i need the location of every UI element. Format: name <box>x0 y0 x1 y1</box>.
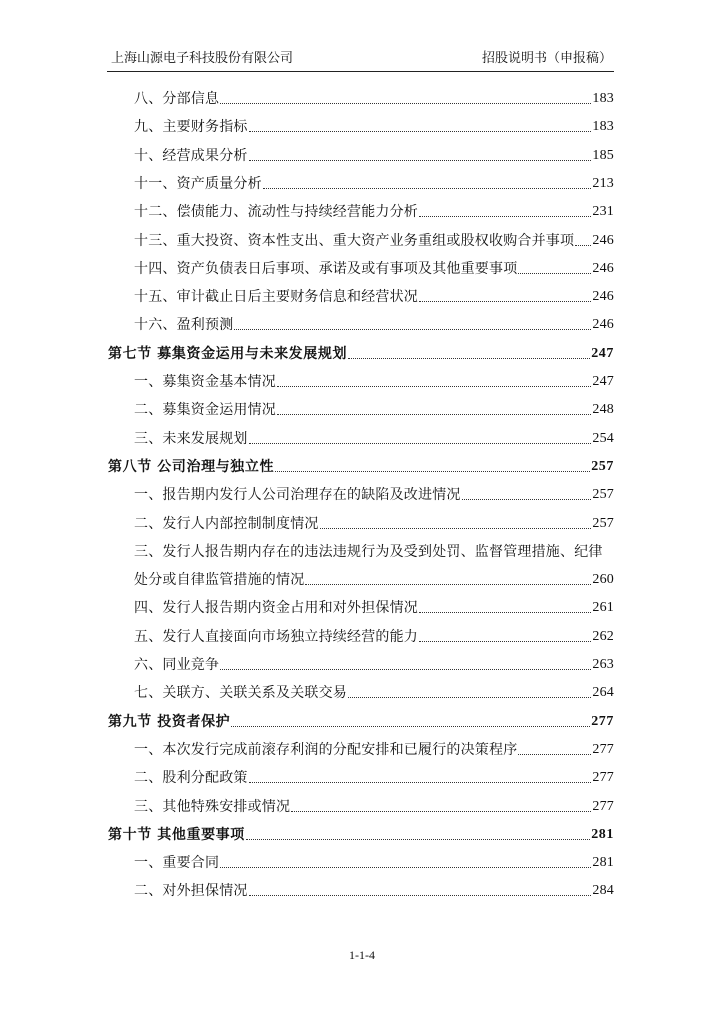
toc-entry-title: 十、经营成果分析 <box>134 147 248 164</box>
toc-dot-leader <box>249 885 592 896</box>
toc-entry-title: 一、报告期内发行人公司治理存在的缺陷及改进情况 <box>134 487 461 504</box>
toc-page-number: 183 <box>592 91 614 106</box>
toc-dot-leader <box>291 801 591 812</box>
toc-entry-title: 六、同业竞争 <box>134 657 220 673</box>
toc-dot-leader <box>249 433 592 444</box>
toc-dot-leader <box>575 235 591 246</box>
company-name: 上海山源电子科技股份有限公司 <box>111 51 294 66</box>
toc-dot-leader <box>419 291 591 302</box>
toc-entry-title: 十二、偿债能力、流动性与持续经营能力分析 <box>134 204 418 221</box>
toc-dot-leader <box>246 829 590 840</box>
toc-entry[interactable] <box>108 395 614 419</box>
toc-page-number: 246 <box>592 317 614 333</box>
toc-dot-leader <box>220 857 591 868</box>
toc-page-number: 185 <box>592 147 614 163</box>
toc-entry-title: 五、发行人直接面向市场独立持续经营的能力 <box>134 628 418 645</box>
toc-dot-leader <box>263 178 592 189</box>
toc-entry-title: 九、主要财务指标 <box>134 119 248 136</box>
toc-dot-leader <box>249 121 592 132</box>
page-number: 1-1-4 <box>349 948 375 962</box>
page-header <box>107 50 614 68</box>
toc-entry-title: 第七节 募集资金运用与未来发展规划 <box>108 345 348 362</box>
toc-entry-title: 二、发行人内部控制制度情况 <box>134 515 319 532</box>
toc-entry-title: 十五、审计截止日后主要财务信息和经营状况 <box>134 289 418 306</box>
toc-dot-leader <box>220 93 591 104</box>
toc-page-number: 260 <box>592 572 614 588</box>
toc-entry[interactable] <box>108 735 614 759</box>
toc-entry[interactable] <box>108 424 614 448</box>
toc-dot-leader <box>234 319 591 330</box>
toc-page-number: 281 <box>592 855 614 871</box>
toc-entry-title: 一、本次发行完成前滚存利润的分配安排和已履行的决策程序 <box>134 741 518 758</box>
toc-entry-title: 第九节 投资者保护 <box>108 713 231 730</box>
toc-dot-leader <box>419 631 591 642</box>
toc-entry[interactable] <box>108 254 614 278</box>
toc-entry-wrapped[interactable] <box>108 537 614 561</box>
toc-entry-title: 第八节 公司治理与独立性 <box>108 458 275 475</box>
toc-entry[interactable] <box>108 678 614 702</box>
toc-dot-leader <box>518 263 591 274</box>
toc-entry-title: 三、发行人报告期内存在的违法违规行为及受到处罚、监督管理措施、纪律 <box>134 543 603 560</box>
toc-page-number: 257 <box>592 515 614 531</box>
toc-entry-title: 十一、资产质量分析 <box>134 175 262 192</box>
toc-dot-leader <box>348 687 591 698</box>
toc-section-entry[interactable] <box>108 452 614 476</box>
toc-dot-leader <box>320 518 592 529</box>
toc-entry-title: 七、关联方、关联关系及关联交易 <box>134 685 347 702</box>
toc-page-number: 261 <box>592 600 614 616</box>
toc-entry[interactable] <box>108 112 614 136</box>
toc-page-number: 183 <box>592 119 614 135</box>
toc-entry-title: 二、对外担保情况 <box>134 883 248 900</box>
toc-page-number: 263 <box>592 657 614 672</box>
header-rule <box>107 71 614 72</box>
toc-page-number: 246 <box>592 260 614 276</box>
toc-page-number: 262 <box>592 628 614 644</box>
toc-entry[interactable] <box>108 169 614 193</box>
toc-dot-leader <box>348 348 590 359</box>
toc-entry-title: 一、募集资金基本情况 <box>134 374 276 390</box>
toc-section-entry[interactable] <box>108 820 614 844</box>
toc-entry[interactable] <box>108 480 614 504</box>
toc-page-number: 247 <box>591 345 614 361</box>
toc-dot-leader <box>305 574 591 585</box>
toc-page-number: 264 <box>592 685 614 701</box>
toc-entry[interactable] <box>108 367 614 391</box>
toc-page-number: 246 <box>592 232 614 248</box>
toc-entry[interactable] <box>108 226 614 250</box>
toc-entry[interactable] <box>108 310 614 334</box>
toc-entry[interactable] <box>108 197 614 221</box>
toc-entry[interactable] <box>108 84 614 108</box>
toc-page-number: 246 <box>592 289 614 305</box>
toc-dot-leader <box>231 716 590 727</box>
toc-entry[interactable] <box>108 509 614 533</box>
toc-entry-title: 八、分部信息 <box>134 91 220 107</box>
toc-entry-title: 四、发行人报告期内资金占用和对外担保情况 <box>134 600 418 617</box>
toc-entry[interactable] <box>108 763 614 787</box>
toc-page-number: 248 <box>592 402 614 418</box>
toc-page-number: 257 <box>592 487 614 503</box>
toc-page-number: 257 <box>591 458 614 474</box>
toc-entry-title: 十三、重大投资、资本性支出、重大资产业务重组或股权收购合并事项 <box>134 232 575 249</box>
toc-entry-title: 第十节 其他重要事项 <box>108 826 245 843</box>
toc-entry-title: 一、重要合同 <box>134 855 220 872</box>
toc-dot-leader <box>249 150 592 161</box>
toc-dot-leader <box>518 744 591 755</box>
toc-entry-title: 二、募集资金运用情况 <box>134 402 276 419</box>
toc-dot-leader <box>220 659 591 670</box>
toc-page-number: 254 <box>592 430 614 446</box>
toc-entry[interactable] <box>108 593 614 617</box>
toc-entry[interactable] <box>108 650 614 674</box>
toc-entry-title: 处分或自律监管措施的情况 <box>134 572 305 589</box>
toc-page-number: 213 <box>592 175 614 191</box>
toc-page-number: 231 <box>592 204 614 220</box>
toc-page-number: 277 <box>591 713 614 729</box>
toc-entry-title: 二、股利分配政策 <box>134 770 248 787</box>
toc-page-number: 277 <box>592 798 614 814</box>
toc-entry[interactable] <box>108 792 614 816</box>
toc-entry-title: 三、未来发展规划 <box>134 430 248 447</box>
toc-entry-title: 十六、盈利预测 <box>134 317 234 334</box>
toc-dot-leader <box>249 772 592 783</box>
toc-page-number: 247 <box>592 374 614 389</box>
toc-entry-title: 三、其他特殊安排或情况 <box>134 798 291 815</box>
toc-dot-leader <box>419 206 591 217</box>
toc-entry[interactable] <box>108 622 614 646</box>
toc-entry[interactable] <box>108 565 614 589</box>
toc-dot-leader <box>419 602 591 613</box>
toc-entry[interactable] <box>108 876 614 900</box>
toc-dot-leader <box>462 489 592 500</box>
toc-entry-title: 十四、资产负债表日后事项、承诺及或有事项及其他重要事项 <box>134 260 518 277</box>
toc-section-entry[interactable] <box>108 707 614 731</box>
toc-page-number: 277 <box>592 770 614 786</box>
toc-page-number: 281 <box>591 826 614 842</box>
document-title: 招股说明书（申报稿） <box>481 51 612 66</box>
toc-section-entry[interactable] <box>108 339 614 363</box>
toc-page-number: 284 <box>592 883 614 899</box>
toc-entry[interactable] <box>108 282 614 306</box>
toc-dot-leader <box>277 404 591 415</box>
toc-dot-leader <box>275 461 590 472</box>
toc-entry[interactable] <box>108 848 614 872</box>
toc-dot-leader <box>277 376 591 387</box>
toc-entry[interactable] <box>108 141 614 165</box>
toc-page-number: 277 <box>592 741 614 757</box>
